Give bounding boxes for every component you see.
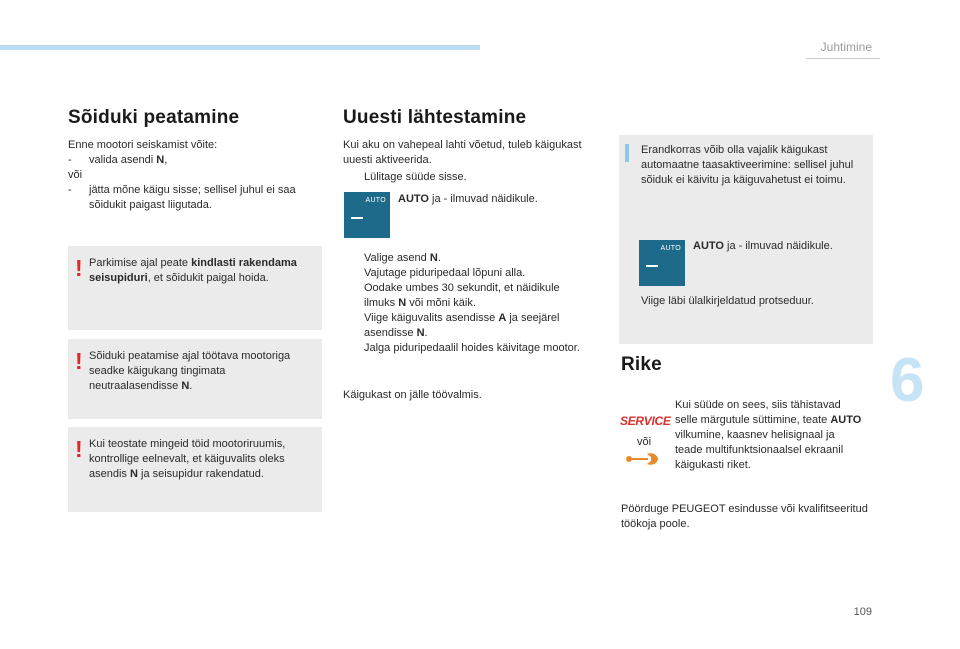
header-accent-bar	[0, 45, 480, 50]
chapter-number: 6	[890, 346, 925, 415]
service-warning-icon: SERVICE	[620, 414, 671, 428]
info-text: Erandkorras võib olla vajalik käigukast automaatne taasaktiveerimine: sellisel juhul sõiduk ei käivitu ja käiguvahetust ei toimu.	[641, 144, 854, 186]
or-word: või	[68, 169, 83, 181]
warning-text: Sõiduki peatamise ajal töötava mootoriga seadke käigukang tingimata neutraalasendisse N.	[89, 350, 291, 392]
or-word: või	[637, 436, 652, 448]
step-item: Vajutage piduripedaal lõpuni alla.	[364, 267, 526, 279]
header-rule	[806, 58, 880, 59]
info-box-reactivation	[619, 135, 873, 344]
warning-text: Kui teostate mingeid töid mootoriruumis, kontrollige eelnevalt, et käiguvalits oleks asendis N ja seisupidur rakendatud.	[89, 438, 286, 480]
option-gear: - jätta mõne käigu sisse; sellisel juhul ei saa sõidukit paigast liigutada.	[68, 184, 296, 211]
warning-text: Parkimise ajal peate kindlasti rakendama seisupiduri, et sõidukit paigal hoida.	[89, 257, 297, 284]
step-item: Jalga piduripedaalil hoides käivitage mootor.	[364, 342, 580, 354]
auto-display-text: AUTO ja - ilmuvad näidikule.	[398, 193, 538, 205]
section-title: Juhtimine	[820, 40, 872, 54]
step-item: Valige asend N.	[364, 252, 441, 264]
contact-dealer-text: Pöörduge PEUGEOT esindusse või kvalifitseeritud töökoja poole.	[621, 503, 868, 530]
fault-description: Kui süüde on sees, siis tähistavad selle märgutule süttimine, teate AUTO vilkumine, kaasnev helisignaal ja teade multifunktsionaalsel ekraanil käigukasti riket.	[675, 399, 862, 471]
warning-box-engine-bay	[68, 427, 322, 512]
dash-marker: -	[68, 184, 72, 196]
option-neutral: - valida asendi N,	[68, 154, 168, 166]
stopping-options	[68, 138, 320, 213]
warning-icon: !	[75, 436, 83, 462]
auto-display-icon: AUTO	[344, 192, 390, 238]
step-ignition: Lülitage süüde sisse.	[364, 171, 467, 183]
reset-steps	[343, 251, 588, 356]
warning-box-parking	[68, 246, 322, 330]
fault-heading: Rike	[621, 354, 662, 375]
warning-icon: !	[75, 348, 83, 374]
stopping-intro: Enne mootori seiskamist võite:	[68, 139, 218, 151]
reset-intro: Kui aku on vahepeal lahti võetud, tuleb käigukast uuesti aktiveerida.	[343, 139, 582, 166]
wrench-icon	[625, 451, 661, 467]
reset-outro: Käigukast on jälle töövalmis.	[343, 389, 482, 401]
auto-display-icon: AUTO	[639, 240, 685, 286]
step-item: Oodake umbes 30 sekundit, et näidikule ilmuks N või mõni käik.	[364, 282, 560, 309]
info-icon	[625, 144, 629, 162]
dash-marker: -	[68, 154, 72, 166]
page-number: 109	[853, 606, 872, 618]
info-outro: Viige läbi ülalkirjeldatud protseduur.	[641, 295, 814, 307]
warning-box-neutral	[68, 339, 322, 419]
auto-display-text: AUTO ja - ilmuvad näidikule.	[693, 240, 833, 252]
warning-icon: !	[75, 255, 83, 281]
reset-heading: Uuesti lähtestamine	[343, 107, 527, 128]
step-item: Viige käiguvalits asendisse A ja seejärel asendisse N.	[364, 312, 560, 339]
stopping-heading: Sõiduki peatamine	[68, 107, 240, 128]
